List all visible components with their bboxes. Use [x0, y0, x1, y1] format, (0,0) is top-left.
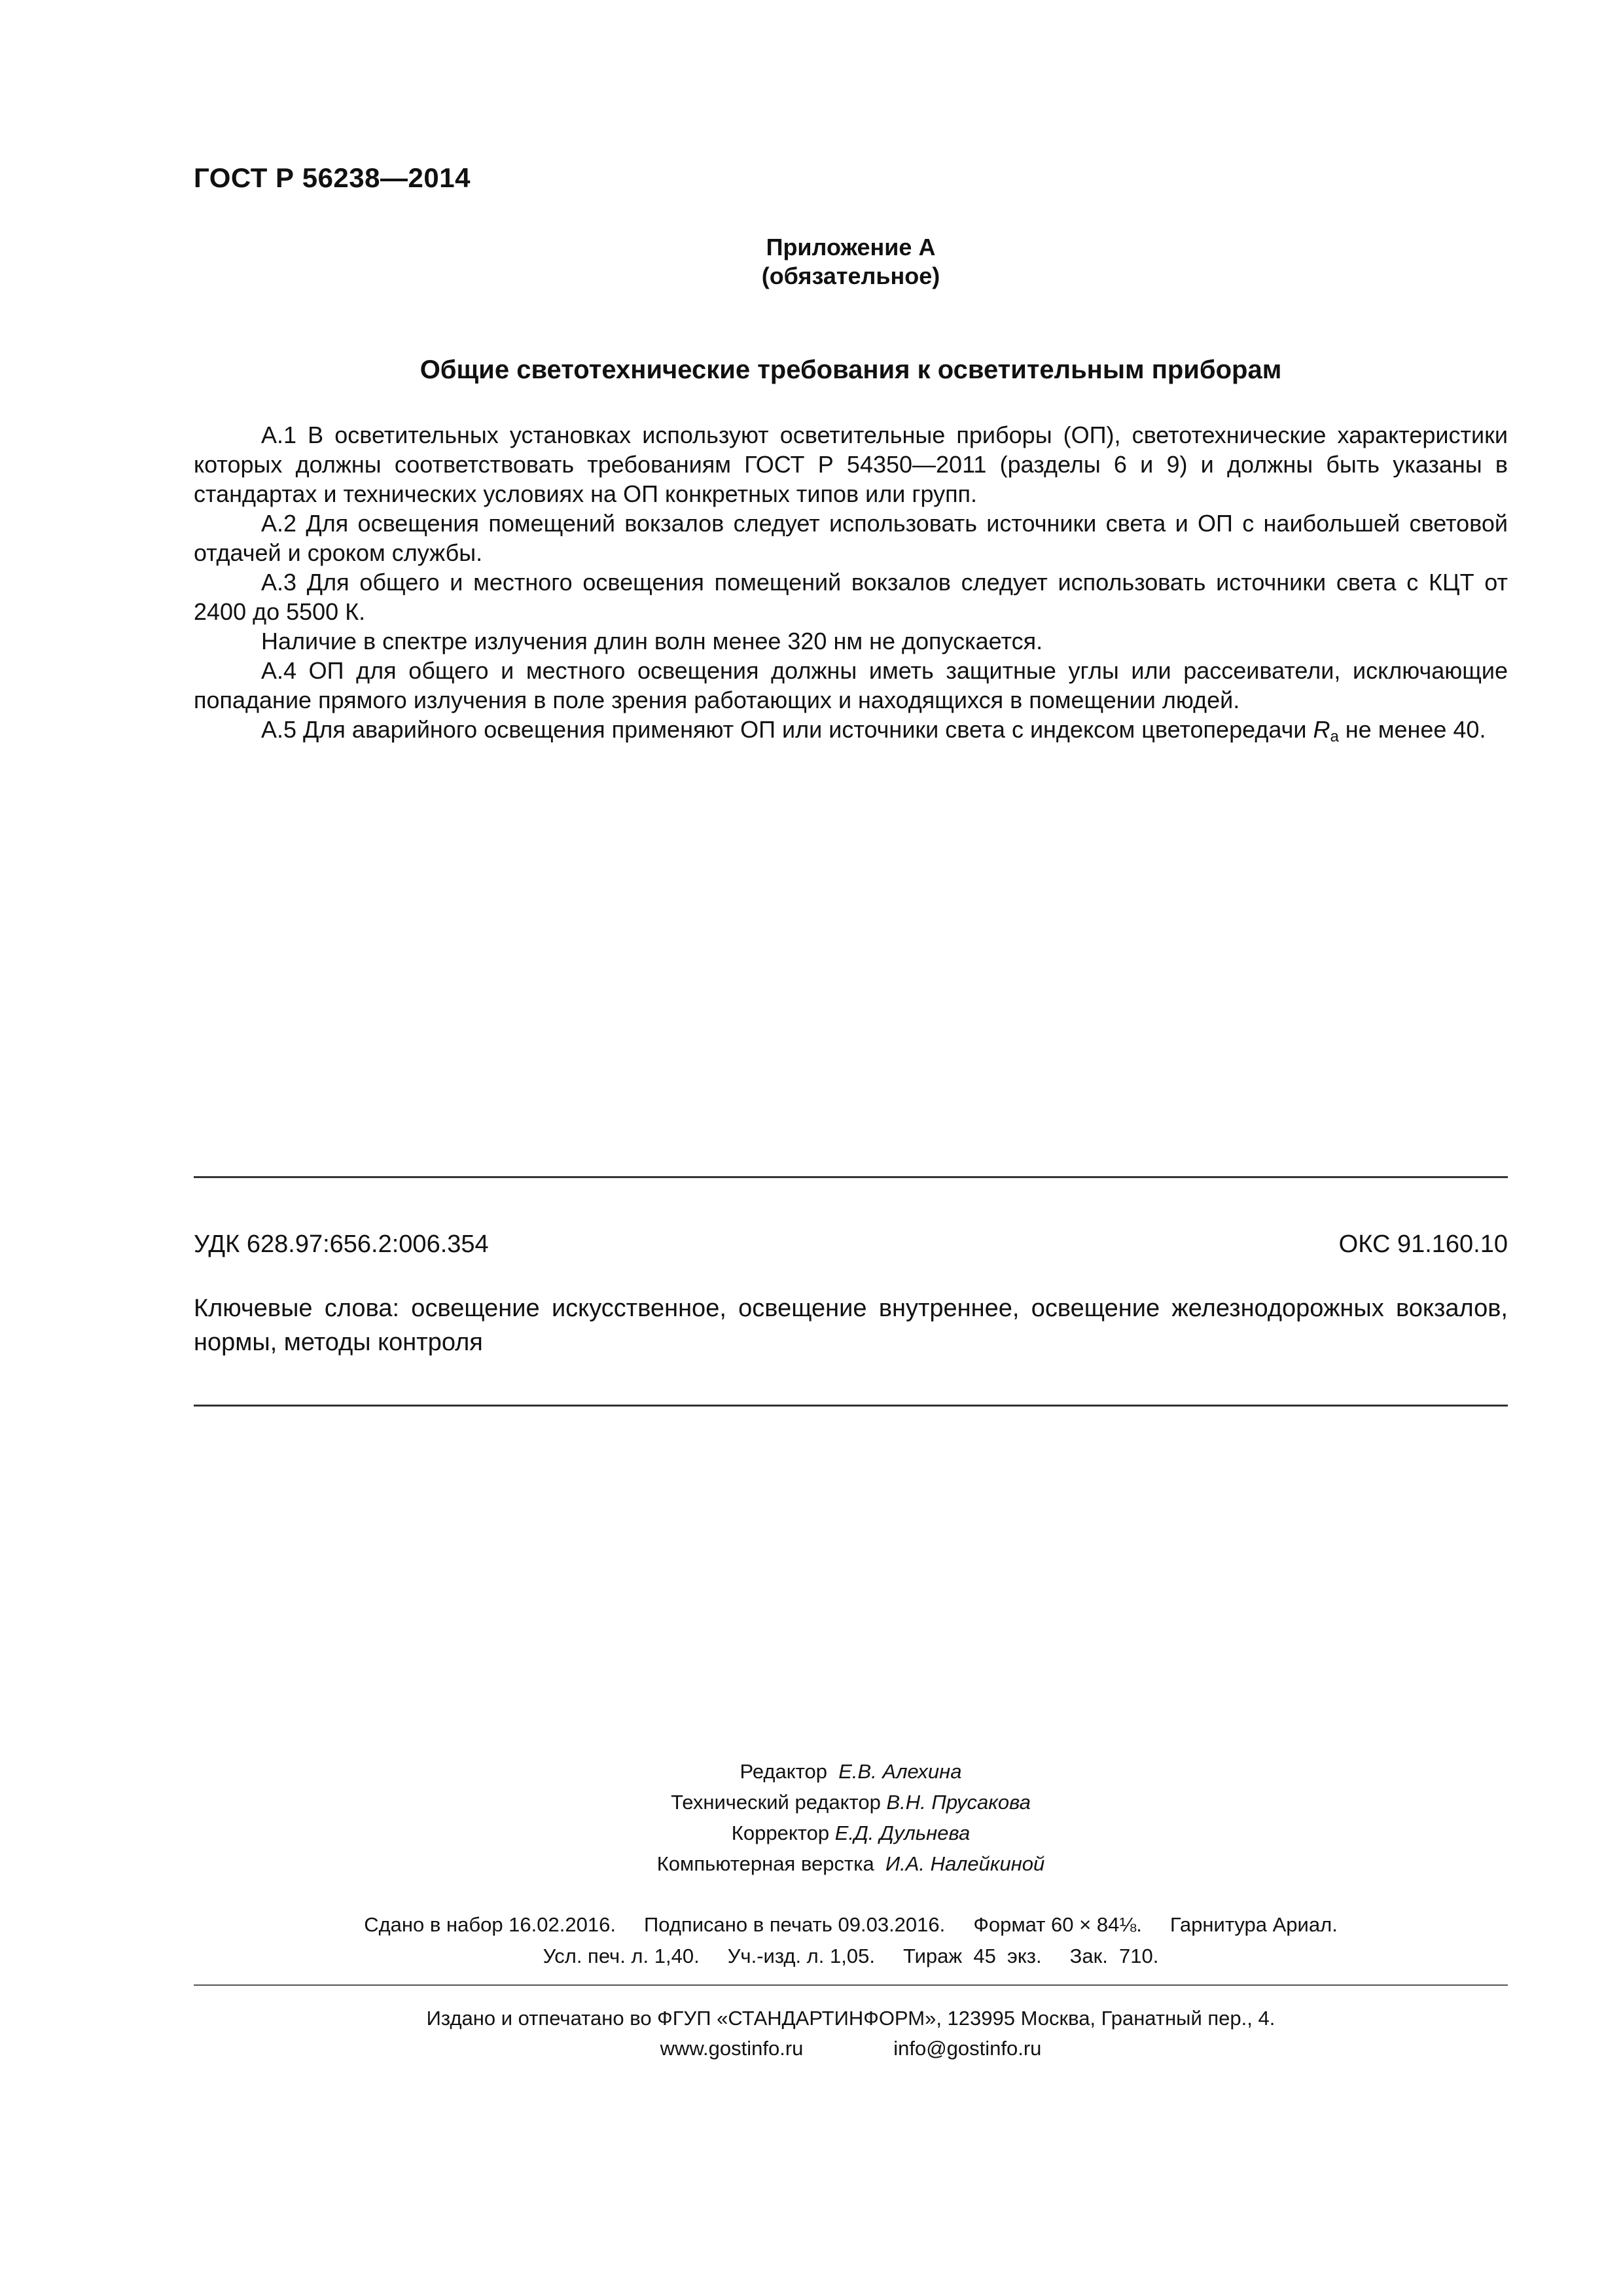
credit-name: Е.В. Алехина [838, 1760, 962, 1783]
paragraph-a3: А.3 Для общего и местного освещения помещений вокзалов следует использовать источники света с КЦТ от 2400 до 5500 К. [194, 569, 1508, 625]
credit-role: Компьютерная верстка [656, 1852, 874, 1875]
divider-imprint [194, 1984, 1508, 1986]
credit-name: И.А. Налейкиной [885, 1852, 1045, 1875]
appendix-body [194, 420, 1508, 751]
credit-layout [194, 1852, 1508, 1876]
document-code: ГОСТ Р 56238—2014 [194, 162, 471, 193]
publisher-contacts [194, 2037, 1508, 2060]
credit-role: Технический редактор [671, 1791, 881, 1814]
credit-name: В.Н. Прусакова [886, 1791, 1031, 1814]
email-link[interactable]: info@gostinfo.ru [893, 2037, 1042, 2060]
paragraph-a5-tail: не менее 40. [1338, 716, 1486, 743]
udk-code: УДК 628.97:656.2:006.354 [194, 1230, 489, 1258]
section-title: Общие светотехнические требования к осветительным приборам [419, 355, 1282, 384]
divider-top [194, 1176, 1508, 1178]
paragraph-a5-text: А.5 Для аварийного освещения применяют ОП или источники света с индексом цветопередачи [261, 716, 1313, 743]
website-link[interactable]: www.gostinfo.ru [660, 2037, 804, 2060]
credit-editor [194, 1760, 1508, 1784]
credit-role: Редактор [740, 1760, 827, 1783]
credit-proofreader [194, 1821, 1508, 1845]
color-rendering-index-subscript: a [1330, 728, 1339, 745]
credit-name: Е.Д. Дульнева [834, 1821, 971, 1844]
keywords: Ключевые слова: освещение искусственное, освещение внутреннее, освещение железнодорожных вокзалов, нормы, методы контроля [194, 1295, 1508, 1356]
paragraph-a3-note: Наличие в спектре излучения длин волн менее 320 нм не допускается. [261, 628, 1043, 655]
paragraph-a1: А.1 В осветительных установках используют осветительные приборы (ОП), светотехнические характеристики которых должны соответствовать требованиям ГОСТ Р 54350—2011 (разделы 6 и 9) и должны быть указаны в стандартах и технических условиях на ОП конкретных типов или групп. [194, 422, 1508, 507]
divider-bottom [194, 1405, 1508, 1407]
imprint-line-2: Усл. печ. л. 1,40. Уч.-изд. л. 1,05. Тираж 45 экз. Зак. 710. [543, 1945, 1159, 1967]
imprint-line-1: Сдано в набор 16.02.2016. Подписано в печать 09.03.2016. Формат 60 × 84⅛. Гарнитура Ариал. [364, 1913, 1338, 1936]
paragraph-a2: А.2 Для освещения помещений вокзалов следует использовать источники света и ОП с наибольшей световой отдачей и сроком службы. [194, 510, 1508, 566]
credit-role: Корректор [731, 1821, 830, 1844]
appendix-title: Приложение А [766, 234, 936, 260]
publisher-info: Издано и отпечатано во ФГУП «СТАНДАРТИНФОРМ», 123995 Москва, Гранатный пер., 4. [426, 2007, 1275, 2030]
paragraph-a5 [194, 715, 1508, 751]
oks-code: ОКС 91.160.10 [1338, 1230, 1508, 1258]
color-rendering-index-symbol: $R_a$ [1313, 716, 1339, 745]
credit-technical-editor [194, 1791, 1508, 1814]
paragraph-a4: А.4 ОП для общего и местного освещения должны иметь защитные углы или рассеиватели, исключающие попадание прямого излучения в поле зрения работающих и находящихся в помещении людей. [194, 657, 1508, 713]
appendix-status: (обязательное) [761, 262, 940, 289]
